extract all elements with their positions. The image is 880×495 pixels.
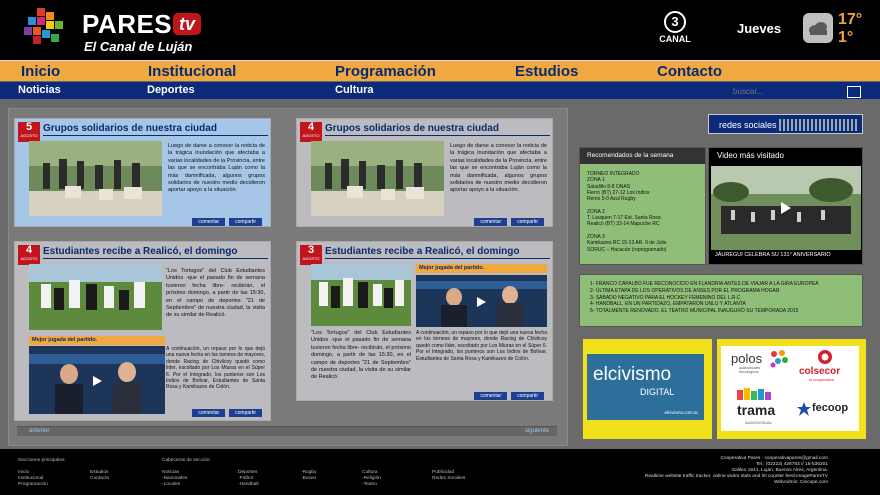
top-news-list	[579, 274, 863, 327]
video-caption[interactable]: JÁUREGUI CELEBRA SU 131° ANIVERSARIO	[715, 252, 831, 258]
title-divider	[325, 135, 550, 136]
top-news-item[interactable]: 1- FRANCO CAPALBO FUE RECONOCIDO EN FLANDRIA ANTES DE VIAJAR A LA GIRA EUROPEA	[590, 281, 819, 287]
nav-estudios[interactable]: Estudios	[515, 63, 579, 80]
subnav-deportes[interactable]: Deportes	[147, 84, 195, 96]
recommended-line: Fierro (BT) 27-12 Los Indios	[587, 189, 650, 196]
date-badge	[300, 245, 322, 265]
sponsor-polos-sub: audiovisuales tecnológicos	[739, 366, 761, 374]
video-title: Video más visitado	[717, 151, 784, 160]
footer-headers-2	[238, 470, 259, 488]
footer-link[interactable]: -Handball	[238, 482, 259, 487]
recommended-line: ZONA 1	[587, 177, 605, 184]
news-body: "Los Tortugos" del Club Estudiantes Unidos -que el pasado fin de semana tuvieron fecha libre- recibirán, el próximo domingo, a partir de las 15:30, en el campo de deportes "21 de Septiembre" de nuestra ciudad, la visita de su similar de Realicó.	[311, 330, 411, 381]
ad-civismo-subtitle: DIGITAL	[640, 387, 675, 397]
contact-line: WebAdmin: Cincope.com	[773, 480, 828, 485]
pares-logo-icon[interactable]	[24, 8, 64, 48]
sponsor-trama[interactable]: trama	[737, 402, 776, 418]
title-divider	[43, 135, 268, 136]
news-card	[296, 118, 553, 227]
video-thumbnail[interactable]	[416, 275, 547, 327]
recommended-line: T. Lauquen 7-17 Est. Santa Rosa	[587, 215, 661, 222]
recommended-line: Kamikazes RC 15-13 AR. 9 de Julio	[587, 240, 667, 247]
nav-contacto[interactable]: Contacto	[657, 63, 722, 80]
recommended-line: Saladillo 8-8 ONAS	[587, 183, 631, 190]
sponsors-panel	[721, 346, 859, 431]
ad-civismo-url: elcivismo.com.ar	[664, 410, 698, 415]
recommended-list	[580, 164, 705, 253]
date-badge	[18, 122, 40, 142]
recommended-line: SORUC – Hacacán (reprogramado)	[587, 246, 667, 253]
recommended-box	[579, 147, 706, 265]
nav-programacion[interactable]: Programación	[335, 63, 436, 80]
footer-link[interactable]: Programación	[18, 482, 48, 487]
footer-link[interactable]: Cultura	[362, 470, 378, 475]
channel-number: 3	[664, 11, 686, 33]
cloud-icon	[803, 13, 833, 43]
contact-line: Tel.: (02323) 428783 // 15-536201	[755, 462, 828, 467]
date-badge	[300, 122, 322, 142]
footer-sections-2	[90, 470, 109, 482]
polos-dots-icon	[769, 349, 789, 369]
comment-button[interactable]: comentar	[192, 409, 225, 417]
recommended-line: Remo 5-0 Azul Rugby	[587, 196, 636, 203]
nav-inicio[interactable]: Inicio	[21, 63, 61, 80]
date-badge	[18, 245, 40, 265]
title-divider	[325, 258, 550, 259]
subnav-cultura[interactable]: Cultura	[335, 84, 374, 96]
pagination-bar	[17, 426, 557, 436]
date-month: AGOSTO	[20, 256, 38, 261]
share-button[interactable]: compartir	[511, 218, 544, 226]
news-card	[296, 241, 553, 401]
channel-label: CANAL	[659, 34, 691, 44]
main-nav	[0, 60, 880, 81]
news-actions	[474, 218, 544, 226]
news-title[interactable]: Estudiantes recibe a Realicó, el domingo	[43, 246, 238, 257]
site-footer	[0, 449, 880, 495]
news-panel	[8, 108, 568, 446]
ad-civismo-panel	[587, 354, 704, 420]
contact-line: Realtime website traffic tracker, online visitor stats and hit counter feed-imageParesTV	[644, 474, 828, 479]
news-actions	[192, 409, 262, 417]
top-news-item[interactable]: 4- HANDBALL. EN UN PARTIDAZO, EMPATARON UNLU Y ATLANTA	[590, 301, 746, 308]
comment-button[interactable]: comentar	[474, 392, 507, 400]
video-caption: A continuación, un repaso por lo que dejó una nueva fecha en los torneos de mayores, donde Racing de Chivilcoy quedó como líder, escoltado por Los Miuras en el Súper 6. Por el Integrado, los punteros son Los Indios de Bolívar, Estudiantes de Santa Rosa y Kamikazes de Colón.	[166, 346, 265, 391]
temp-min: 1°	[838, 29, 854, 46]
brand-name[interactable]: PARES	[82, 9, 173, 39]
sponsor-trama-sub: AUDIOVISUAL	[745, 420, 772, 425]
news-photo[interactable]	[29, 264, 162, 330]
news-body: Luego de darse a conocer la noticia de la trágica inundación que afectaba a varias localidades de la Provincia, entre las que se encontraba Luján como la más damnificada, algunos grupos solidarios de nuestro medio decidieron aportar apoyo a la situación.	[168, 143, 265, 194]
news-body: "Los Tortugos" del Club Estudiantes Unidos -que el pasado fin de semana tuvieron fecha libre- recibirán, el próximo domingo, a partir de las 15:30, en el campo de deportes "21 de Septiembre" de nuestra ciudad, la visita de su similar de Realicó.	[166, 268, 265, 319]
social-label: redes sociales	[719, 120, 777, 130]
video-thumbnail[interactable]	[29, 346, 165, 414]
sponsor-colsecor-sub: tv cooperativa	[809, 377, 834, 382]
footer-link[interactable]: -Religión	[362, 476, 381, 481]
footer-headers-5	[432, 470, 465, 482]
footer-headers-4	[362, 470, 381, 488]
date-month: AGOSTO	[20, 133, 38, 138]
trama-blocks-icon	[737, 388, 777, 402]
footer-link[interactable]: Institucional	[18, 476, 44, 481]
date-month: AGOSTO	[302, 133, 320, 138]
footer-link[interactable]: -Fútbol	[238, 476, 253, 481]
slogan: El Canal de Luján	[84, 39, 193, 54]
news-title[interactable]: Estudiantes recibe a Realicó, el domingo	[325, 246, 520, 257]
date-day: 4	[307, 121, 315, 133]
temp-max: 17°	[838, 11, 863, 28]
canal-3-logo	[657, 11, 693, 47]
news-actions	[192, 218, 262, 226]
date-month: AGOSTO	[302, 256, 320, 261]
subnav-noticias[interactable]: Noticias	[18, 84, 61, 96]
footer-link[interactable]: Redes Sociales	[432, 476, 466, 481]
video-player[interactable]	[711, 166, 861, 250]
comment-button[interactable]: comentar	[474, 218, 507, 226]
news-title[interactable]: Grupos solidarios de nuestra ciudad	[43, 123, 217, 134]
footer-link[interactable]: -Boxeo	[301, 476, 317, 481]
colsecor-swirl-icon	[817, 349, 833, 365]
news-photo[interactable]	[29, 141, 162, 216]
footer-heading: Cabeceras de sección:	[162, 458, 211, 463]
news-card	[14, 118, 271, 227]
highlight-label: Mejor jugada del partido.	[29, 336, 165, 345]
recommended-line: ZONA 3	[587, 233, 605, 240]
recommended-line: TORNEO INTEGRADO	[587, 171, 640, 177]
sponsor-fecoop[interactable]: fecoop	[812, 402, 849, 414]
contact-line: Galileo 1541, Luján, Buenos Aires, Argentina.	[731, 468, 828, 473]
news-photo[interactable]	[311, 264, 411, 326]
date-day: 5	[25, 121, 33, 133]
news-photo[interactable]	[311, 141, 444, 216]
comment-button[interactable]: comentar	[192, 218, 225, 226]
social-bar[interactable]	[708, 114, 863, 134]
footer-contact	[645, 456, 828, 486]
contact-line: Cooperativa Pares · cooperativapares@gmail.com	[720, 456, 828, 461]
video-caption: A continuación, un repaso por lo que dejó una nueva fecha en los torneos de mayores, donde Racing de Chivilcoy quedó como líder, escoltado por Los Miuras en el Súper 6. Por el Integrado, los punteros son Los Indios de Bolívar, Estudiantes de Santa Rosa y Kamikazes de Colón.	[416, 330, 547, 362]
sponsor-polos[interactable]: polos	[731, 351, 763, 366]
recommended-line: Realicó (BT) 33-14 Mapuche RC	[587, 221, 660, 228]
footer-headers	[162, 458, 211, 488]
footer-link[interactable]: Estudios	[90, 470, 109, 475]
prev-page-link[interactable]: anterior	[29, 428, 50, 434]
footer-sections	[18, 458, 66, 488]
date-day: 3	[307, 244, 315, 256]
footer-link[interactable]: Noticias	[162, 470, 180, 475]
footer-headers-3	[301, 470, 316, 482]
top-news-item[interactable]: 5- TOTALMENTE RENOVADO, EL TEATRO MUNICIPAL INAUGURÓ SU TEMPORADA 2015	[590, 308, 799, 315]
news-actions	[474, 392, 544, 400]
social-stripes	[779, 119, 859, 131]
news-card	[14, 241, 271, 421]
recommended-title: Recomendados de la semana	[580, 148, 705, 164]
date-day: 4	[25, 244, 33, 256]
footer-link[interactable]: -Rugby	[301, 470, 317, 475]
ad-sponsors[interactable]	[717, 339, 866, 439]
top-news-item[interactable]: 2- ÚLTIMA ETAPA DE LOS OPERATIVOS DE ANSES POR EL PROGRAMA HOGAR	[590, 287, 780, 294]
footer-link[interactable]: Deportes	[238, 470, 258, 475]
footer-link[interactable]: Publicidad	[432, 470, 455, 475]
search-button[interactable]	[847, 86, 861, 98]
footer-link[interactable]: -Locales	[162, 482, 181, 487]
nav-institucional[interactable]: Institucional	[148, 63, 237, 80]
sponsor-colsecor[interactable]: colsecor	[799, 366, 841, 377]
most-watched-video	[708, 147, 863, 265]
news-title[interactable]: Grupos solidarios de nuestra ciudad	[325, 123, 499, 134]
footer-link[interactable]: -Teatro	[362, 482, 377, 487]
share-button[interactable]: compartir	[511, 392, 544, 400]
footer-link[interactable]: Contacto	[90, 476, 110, 481]
share-button[interactable]: compartir	[229, 218, 262, 226]
highlight-label: Mejor jugada del partido.	[416, 264, 547, 273]
weather-day: Jueves	[737, 21, 782, 36]
footer-heading: Secciones principales:	[18, 458, 66, 463]
footer-link[interactable]: -Nacionales	[162, 476, 188, 481]
next-page-link[interactable]: siguiente	[524, 428, 549, 434]
search-input[interactable]	[711, 85, 839, 97]
ad-el-civismo[interactable]	[583, 339, 712, 439]
title-divider	[43, 258, 268, 259]
news-body: Luego de darse a conocer la noticia de la trágica inundación que afectaba a varias localidades de la Provincia, entre las que se encontraba Luján como la más damnificada, algunos grupos solidarios de nuestro medio decidieron aportar apoyo a la situación.	[450, 143, 547, 194]
brand-tv-badge: tv	[173, 13, 201, 35]
recommended-line: ZONA 2	[587, 208, 605, 215]
footer-link[interactable]: Inicio	[18, 470, 30, 475]
search-box	[710, 84, 840, 98]
top-news-item[interactable]: 3- SÁBADO NEGATIVO PARA EL HOCKEY FEMENINO DEL L.R.C.	[590, 294, 742, 301]
share-button[interactable]: compartir	[229, 409, 262, 417]
fecoop-star-icon	[797, 402, 811, 416]
ad-civismo-title: elcivismo	[593, 364, 672, 385]
